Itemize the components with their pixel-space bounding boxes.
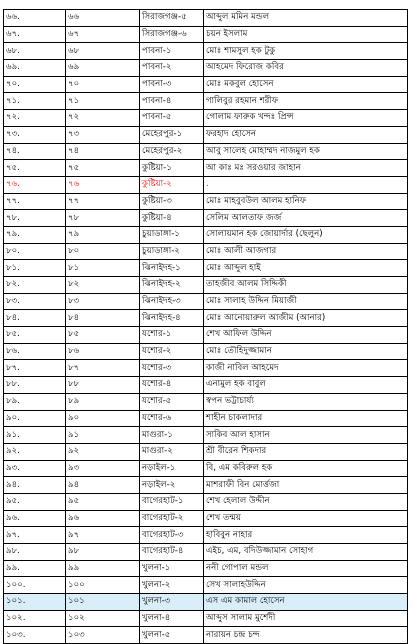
serial-cell: ৭৯. <box>4 226 66 243</box>
serial-cell: ৬৮. <box>4 43 66 60</box>
constituency-name-cell: বাগেরহাট-১ <box>140 493 204 510</box>
candidate-name-cell: মোঃ সালাহ উদ্দিন মিয়াজী <box>204 293 408 310</box>
serial-cell: ৯০. <box>4 410 66 427</box>
serial-cell: ৯৮. <box>4 544 66 561</box>
candidate-name-cell: এনামুল হক বাবুল <box>204 377 408 394</box>
constituency-number-cell: ৮৫ <box>66 327 140 344</box>
constituency-number-cell: ৮২ <box>66 277 140 294</box>
constituency-number-cell: ৮০ <box>66 243 140 260</box>
constituency-name-cell: যশোর-৩ <box>140 360 204 377</box>
table-row <box>4 460 408 477</box>
serial-cell: ৮৯. <box>4 393 66 410</box>
candidate-name-cell: সোলায়মান হক জোয়ার্দার (ছেলুন) <box>204 226 408 243</box>
table-row <box>4 26 408 43</box>
constituency-number-cell: ৭৬ <box>66 176 140 193</box>
constituency-name-cell: পাবনা-২ <box>140 60 204 77</box>
serial-cell: ৬৬. <box>4 10 66 27</box>
serial-cell: ৭০. <box>4 76 66 93</box>
candidate-name-cell: মোঃ আনোয়ারুল আজীম (আনার) <box>204 310 408 327</box>
serial-cell: ৯৬. <box>4 510 66 527</box>
constituency-name-cell: খুলনা-৩ <box>140 594 204 611</box>
constituency-name-cell: কুষ্টিয়া-৩ <box>140 193 204 210</box>
serial-cell: ৮৬. <box>4 343 66 360</box>
serial-cell: ৮৭. <box>4 360 66 377</box>
constituency-number-cell: ৯০ <box>66 410 140 427</box>
constituency-number-cell: ৯৮ <box>66 544 140 561</box>
candidate-name-cell: সেখ সালাহউদ্দিন <box>204 577 408 594</box>
candidate-name-cell: মোঃ মকবুল হোসেন <box>204 76 408 93</box>
constituency-number-cell: ৯৯ <box>66 560 140 577</box>
table-row-shaded <box>4 594 408 611</box>
table-row <box>4 627 408 644</box>
table-row <box>4 560 408 577</box>
table-row <box>4 243 408 260</box>
candidate-name-cell: মাশরাফী বিন মোর্ত্তজা <box>204 477 408 494</box>
constituency-number-cell: ৭৫ <box>66 160 140 177</box>
constituency-name-cell: পাবনা-৫ <box>140 110 204 127</box>
candidate-name-cell: গোলাম ফারুক খন্দঃ প্রিন্স <box>204 110 408 127</box>
constituency-number-cell: ১০০ <box>66 577 140 594</box>
candidate-name-cell: . <box>204 176 408 193</box>
table-row <box>4 60 408 77</box>
constituency-name-cell: চুয়াডাঙ্গা-১ <box>140 226 204 243</box>
table-row <box>4 10 408 27</box>
constituency-name-cell: ঝিনাইদহ-২ <box>140 277 204 294</box>
constituency-name-cell: কুষ্টিয়া-৪ <box>140 210 204 227</box>
constituency-number-cell: ৮১ <box>66 260 140 277</box>
candidate-name-cell: আব্দুল মমিন মন্ডল <box>204 10 408 27</box>
constituency-number-cell: ৭০ <box>66 76 140 93</box>
candidate-name-cell: শাহীন চাকলাদার <box>204 410 408 427</box>
constituency-name-cell: বাগেরহাট-২ <box>140 510 204 527</box>
table-row <box>4 126 408 143</box>
constituency-name-cell: খুলনা-১ <box>140 560 204 577</box>
serial-cell: ১০২. <box>4 610 66 627</box>
constituency-number-cell: ৭৮ <box>66 210 140 227</box>
constituency-name-cell: যশোর-১ <box>140 327 204 344</box>
constituency-name-cell: পাবনা-৩ <box>140 76 204 93</box>
serial-cell: ৭৮. <box>4 210 66 227</box>
table-row <box>4 226 408 243</box>
candidate-name-cell: সেলিম আলতাফ জর্জ <box>204 210 408 227</box>
constituency-number-cell: ৭৩ <box>66 126 140 143</box>
table-row <box>4 510 408 527</box>
serial-cell: ৮৮. <box>4 377 66 394</box>
table-row <box>4 260 408 277</box>
serial-cell: ৯২. <box>4 443 66 460</box>
constituency-number-cell: ৯৭ <box>66 527 140 544</box>
candidate-name-cell: ফরহাদ হোসেন <box>204 126 408 143</box>
constituency-name-cell: সিরাজগঞ্জ-৬ <box>140 26 204 43</box>
serial-cell: ৮০. <box>4 243 66 260</box>
constituency-name-cell: খুলনা-৪ <box>140 610 204 627</box>
candidate-name-cell: আব্দুস সালাম মুর্শেদী <box>204 610 408 627</box>
constituency-number-cell: ৮৯ <box>66 393 140 410</box>
table-row <box>4 43 408 60</box>
constituency-name-cell: পাবনা-১ <box>140 43 204 60</box>
constituency-name-cell: খুলনা-৫ <box>140 627 204 644</box>
serial-cell: ৮১. <box>4 260 66 277</box>
table-row <box>4 410 408 427</box>
constituency-number-cell: ৬৮ <box>66 43 140 60</box>
serial-cell: ৭৪. <box>4 143 66 160</box>
table-row <box>4 493 408 510</box>
constituency-number-cell: ৮৮ <box>66 377 140 394</box>
table-row <box>4 477 408 494</box>
constituency-number-cell: ৯৫ <box>66 493 140 510</box>
constituency-number-cell: ৯২ <box>66 443 140 460</box>
serial-cell: ১০৩. <box>4 627 66 644</box>
serial-cell: ৮৩. <box>4 293 66 310</box>
constituency-number-cell: ৯৬ <box>66 510 140 527</box>
candidate-name-cell: বি, এম কবিরুল হক <box>204 460 408 477</box>
constituency-number-cell: ৬৭ <box>66 26 140 43</box>
table-row <box>4 443 408 460</box>
constituency-name-cell: মাগুরা-২ <box>140 443 204 460</box>
table-row <box>4 393 408 410</box>
constituency-number-cell: ৭৯ <box>66 226 140 243</box>
table-row <box>4 427 408 444</box>
table-row <box>4 610 408 627</box>
table-row-highlighted <box>4 176 408 193</box>
constituency-name-cell: সিরাজগঞ্জ-৫ <box>140 10 204 27</box>
candidate-name-cell: এইচ, এম, বদিউজ্জামান সোহাগ <box>204 544 408 561</box>
constituency-name-cell: যশোর-৬ <box>140 410 204 427</box>
constituency-number-cell: ৭৪ <box>66 143 140 160</box>
candidate-name-cell: সাকিব আল হাসান <box>204 427 408 444</box>
candidate-name-cell: মোঃ শামসুল হক টুকু <box>204 43 408 60</box>
constituency-name-cell: মেহেরপুর-১ <box>140 126 204 143</box>
serial-cell: ৭২. <box>4 110 66 127</box>
constituency-number-cell: ৭২ <box>66 110 140 127</box>
candidate-name-cell: মোঃ তৌহিদুজ্জামান <box>204 343 408 360</box>
table-row <box>4 327 408 344</box>
serial-cell: ৯৪. <box>4 477 66 494</box>
serial-cell: ৯১. <box>4 427 66 444</box>
constituency-number-cell: ১০৩ <box>66 627 140 644</box>
candidate-name-cell: কাজী নাবিল আহমেদ <box>204 360 408 377</box>
serial-cell: ৯৭. <box>4 527 66 544</box>
table-row <box>4 160 408 177</box>
constituency-name-cell: যশোর-৫ <box>140 393 204 410</box>
candidate-name-cell: তাহজীব আলম সিদ্দিকী <box>204 277 408 294</box>
table-row <box>4 377 408 394</box>
table-row <box>4 277 408 294</box>
constituency-name-cell: যশোর-২ <box>140 343 204 360</box>
candidate-name-cell: আ কাঃ মঃ সরওয়ার জাহান <box>204 160 408 177</box>
candidate-name-cell: শেখ তন্ময় <box>204 510 408 527</box>
constituency-name-cell: পাবনা-৪ <box>140 93 204 110</box>
constituency-name-cell: নড়াইল-২ <box>140 477 204 494</box>
constituency-number-cell: ৯৩ <box>66 460 140 477</box>
constituency-number-cell: ৭৭ <box>66 193 140 210</box>
serial-cell: ৮৪. <box>4 310 66 327</box>
serial-cell: ৬৭. <box>4 26 66 43</box>
constituency-name-cell: খুলনা-২ <box>140 577 204 594</box>
constituency-name-cell: কুষ্টিয়া-১ <box>140 160 204 177</box>
table-row <box>4 193 408 210</box>
serial-cell: ৯৫. <box>4 493 66 510</box>
candidate-name-cell: মোঃ আলী আজগার <box>204 243 408 260</box>
table-row <box>4 143 408 160</box>
table-row <box>4 527 408 544</box>
serial-cell: ৮৫. <box>4 327 66 344</box>
constituency-number-cell: ১০২ <box>66 610 140 627</box>
constituency-name-cell: ঝিনাইদহ-১ <box>140 260 204 277</box>
candidate-name-cell: গালিবুর রহমান শরীফ <box>204 93 408 110</box>
candidate-name-cell: শেখ হেলাল উদ্দীন <box>204 493 408 510</box>
serial-cell: ৯৯. <box>4 560 66 577</box>
serial-cell: ১০১. <box>4 594 66 611</box>
constituency-name-cell: যশোর-৪ <box>140 377 204 394</box>
constituency-number-cell: ৮৪ <box>66 310 140 327</box>
constituency-name-cell: বাগেরহাট-৪ <box>140 544 204 561</box>
table-row <box>4 76 408 93</box>
serial-cell: ৭৫. <box>4 160 66 177</box>
constituency-name-cell: মাগুরা-১ <box>140 427 204 444</box>
table-row <box>4 544 408 561</box>
constituency-number-cell: ৭১ <box>66 93 140 110</box>
serial-cell: ৭৭. <box>4 193 66 210</box>
constituency-name-cell: মেহেরপুর-২ <box>140 143 204 160</box>
serial-cell: ৮২. <box>4 277 66 294</box>
candidate-name-cell: স্বপন ভট্টাচার্য্য <box>204 393 408 410</box>
constituency-number-cell: ৬৬ <box>66 10 140 27</box>
table-row <box>4 343 408 360</box>
constituency-number-cell: ৮৬ <box>66 343 140 360</box>
candidate-table <box>3 9 408 644</box>
constituency-name-cell: কুষ্টিয়া-২ <box>140 176 204 193</box>
constituency-number-cell: ৬৯ <box>66 60 140 77</box>
table-row <box>4 293 408 310</box>
constituency-name-cell: বাগেরহাট-৩ <box>140 527 204 544</box>
serial-cell: ৯৩. <box>4 460 66 477</box>
serial-cell: ৬৯. <box>4 60 66 77</box>
candidate-name-cell: এস এম কামাল হোসেন <box>204 594 408 611</box>
serial-cell: ১০০. <box>4 577 66 594</box>
constituency-number-cell: ৮৩ <box>66 293 140 310</box>
constituency-number-cell: ১০১ <box>66 594 140 611</box>
candidate-name-cell: শেখ আফিল উদ্দিন <box>204 327 408 344</box>
table-row <box>4 93 408 110</box>
table-row <box>4 577 408 594</box>
constituency-name-cell: ঝিনাইদহ-৩ <box>140 293 204 310</box>
candidate-name-cell: মোঃ মাহবুবউল আলম হানিফ <box>204 193 408 210</box>
table-row <box>4 210 408 227</box>
candidate-name-cell: চয়ন ইসলাম <box>204 26 408 43</box>
candidate-name-cell: ননী গোপাল মন্ডল <box>204 560 408 577</box>
candidate-name-cell: আবু সালেহ মোহাম্মদ নাজমুল হক <box>204 143 408 160</box>
candidate-name-cell: আহমেদ ফিরোজ কবির <box>204 60 408 77</box>
constituency-number-cell: ৯১ <box>66 427 140 444</box>
serial-cell: ৭৩. <box>4 126 66 143</box>
constituency-name-cell: ঝিনাইদহ-৪ <box>140 310 204 327</box>
candidate-name-cell: মোঃ আব্দুল হাই <box>204 260 408 277</box>
candidate-name-cell: নারায়ন চন্দ্র চন্দ <box>204 627 408 644</box>
constituency-name-cell: নড়াইল-১ <box>140 460 204 477</box>
constituency-number-cell: ৮৭ <box>66 360 140 377</box>
table-row <box>4 110 408 127</box>
table-row <box>4 360 408 377</box>
candidate-name-cell: শ্রী বীরেন শিকদার <box>204 443 408 460</box>
constituency-number-cell: ৯৪ <box>66 477 140 494</box>
serial-cell: ৭৬. <box>4 176 66 193</box>
table-row <box>4 310 408 327</box>
constituency-name-cell: চুয়াডাঙ্গা-২ <box>140 243 204 260</box>
serial-cell: ৭১. <box>4 93 66 110</box>
candidate-table-body <box>4 10 408 644</box>
candidate-name-cell: হাবিবুন নাহার <box>204 527 408 544</box>
